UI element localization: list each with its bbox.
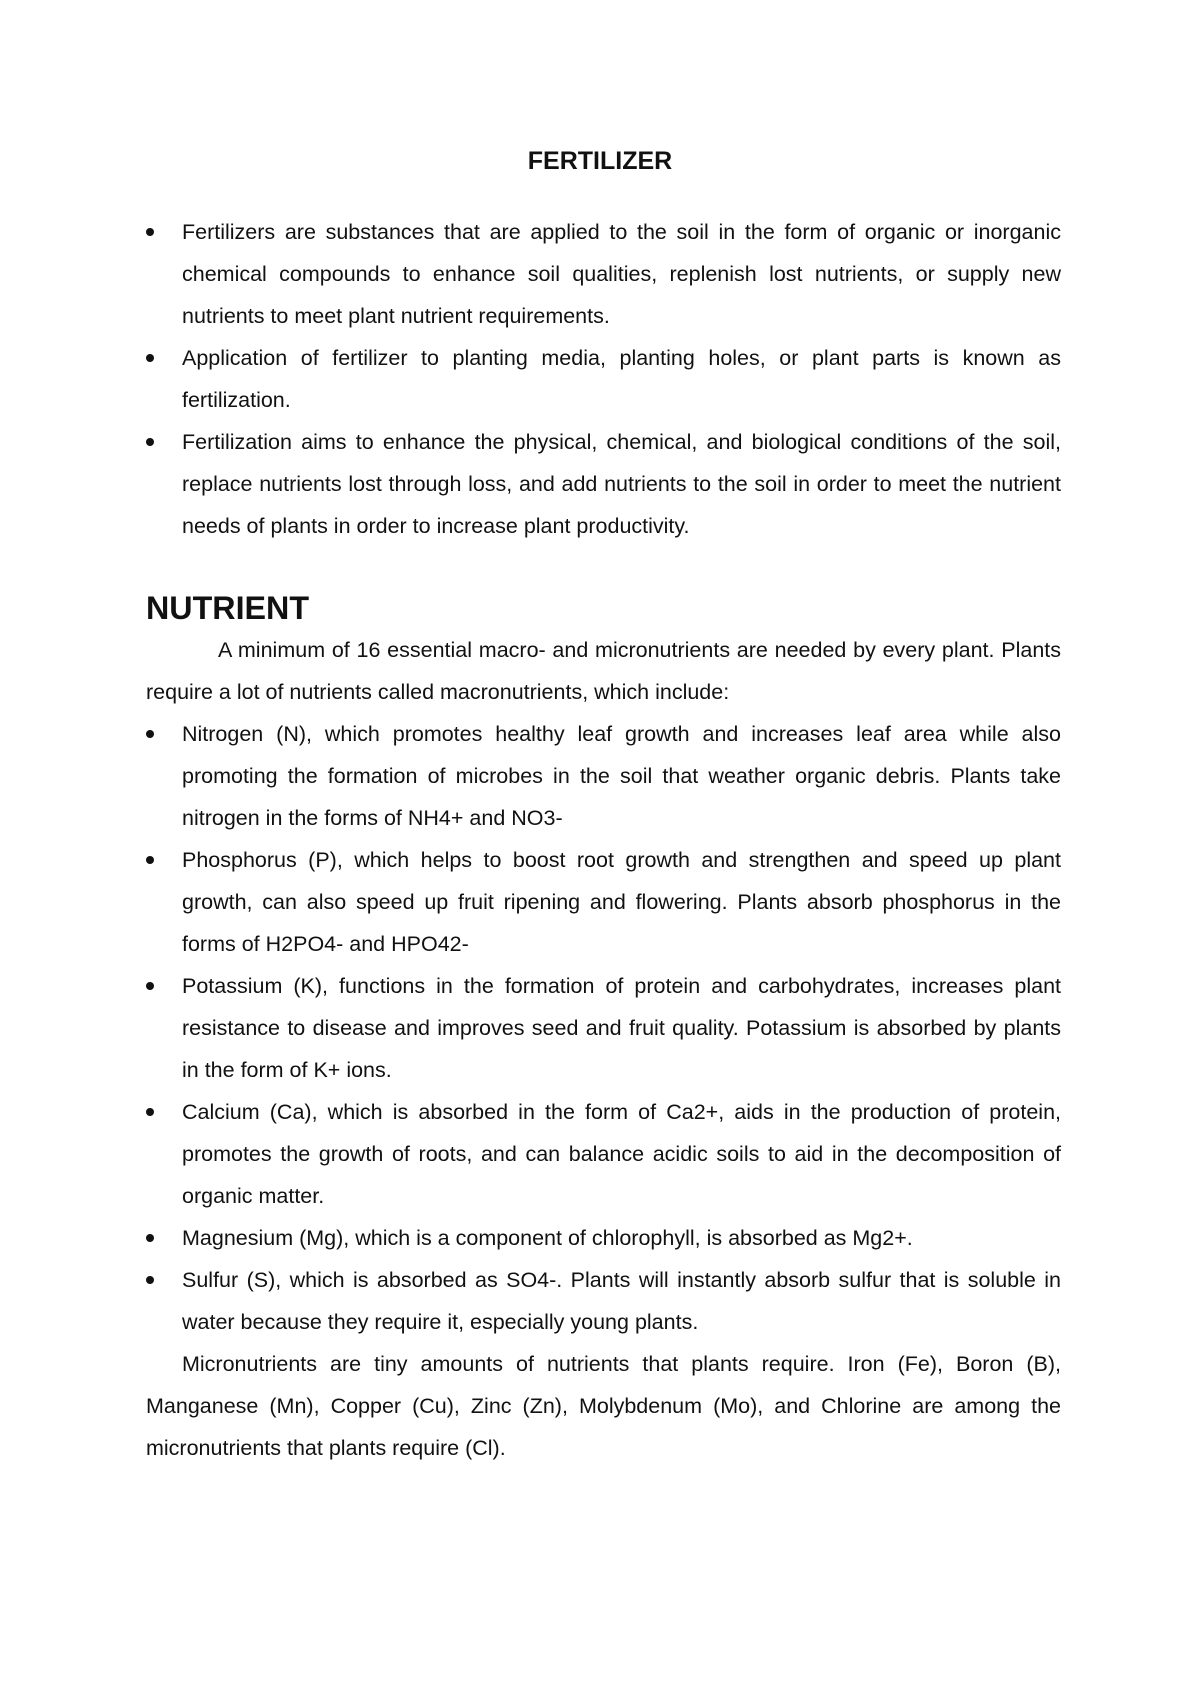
- nutrient-intro-paragraph: A minimum of 16 essential macro- and micronutrients are needed by every plant. Plants require a lot of nutrients called macronutrients, which include:: [146, 638, 1061, 704]
- list-item-text: Application of fertilizer to planting media, planting holes, or plant parts is known as fertilization.: [182, 346, 1061, 412]
- document-title: FERTILIZER: [527, 147, 673, 175]
- bullet-icon: [146, 1276, 154, 1284]
- list-item-text: Calcium (Ca), which is absorbed in the form of Ca2+, aids in the production of protein, promotes the growth of roots, and can balance acidic soils to aid in the decomposition of organic matter.: [182, 1100, 1061, 1208]
- intro-bullet-list: [146, 211, 1061, 547]
- document-body: [146, 220, 1061, 1469]
- list-item-text: Magnesium (Mg), which is a component of chlorophyll, is absorbed as Mg2+.: [182, 1226, 913, 1250]
- list-item: [146, 1091, 1061, 1217]
- list-item: [146, 965, 1061, 1091]
- list-item-text: Fertilizers are substances that are applied to the soil in the form of organic or inorganic chemical compounds to enhance soil qualities, replenish lost nutrients, or supply new nutrients to meet plant nutrient requirements.: [182, 220, 1061, 328]
- bullet-icon: [146, 982, 154, 990]
- bullet-icon: [146, 1108, 154, 1116]
- list-item: [146, 211, 1061, 337]
- list-item-text: Potassium (K), functions in the formation of protein and carbohydrates, increases plant resistance to disease and improves seed and fruit quality. Potassium is absorbed by plants in the form of K+ ions.: [182, 974, 1061, 1082]
- list-item: [146, 1259, 1061, 1343]
- list-item: [146, 421, 1061, 547]
- list-item-text: Nitrogen (N), which promotes healthy leaf growth and increases leaf area while also promoting the formation of microbes in the soil that weather organic debris. Plants take nitrogen in the forms of NH4+ and NO3-: [182, 722, 1061, 830]
- list-item: [146, 713, 1061, 839]
- macronutrient-list: [146, 713, 1061, 1343]
- section-heading: NUTRIENT: [146, 590, 310, 626]
- bullet-icon: [146, 228, 154, 236]
- micronutrients-paragraph: Micronutrients are tiny amounts of nutrients that plants require. Iron (Fe), Boron (B), Manganese (Mn), Copper (Cu), Zinc (Zn), Molybdenum (Mo), and Chlorine are among the micronutrients that plants require (Cl).: [146, 1352, 1061, 1460]
- bullet-icon: [146, 438, 154, 446]
- bullet-icon: [146, 730, 154, 738]
- list-item: [146, 1217, 1061, 1259]
- bullet-icon: [146, 1234, 154, 1242]
- list-item: [146, 839, 1061, 965]
- list-item-text: Phosphorus (P), which helps to boost root growth and strengthen and speed up plant growth, can also speed up fruit ripening and flowering. Plants absorb phosphorus in the forms of H2PO4- and HPO42-: [182, 848, 1061, 956]
- bullet-icon: [146, 354, 154, 362]
- list-item: [146, 337, 1061, 421]
- bullet-icon: [146, 856, 154, 864]
- list-item-text: Fertilization aims to enhance the physical, chemical, and biological conditions of the soil, replace nutrients lost through loss, and add nutrients to the soil in order to meet the nutrient needs of plants in order to increase plant productivity.: [182, 430, 1061, 538]
- list-item-text: Sulfur (S), which is absorbed as SO4-. Plants will instantly absorb sulfur that is soluble in water because they require it, especially young plants.: [182, 1268, 1061, 1334]
